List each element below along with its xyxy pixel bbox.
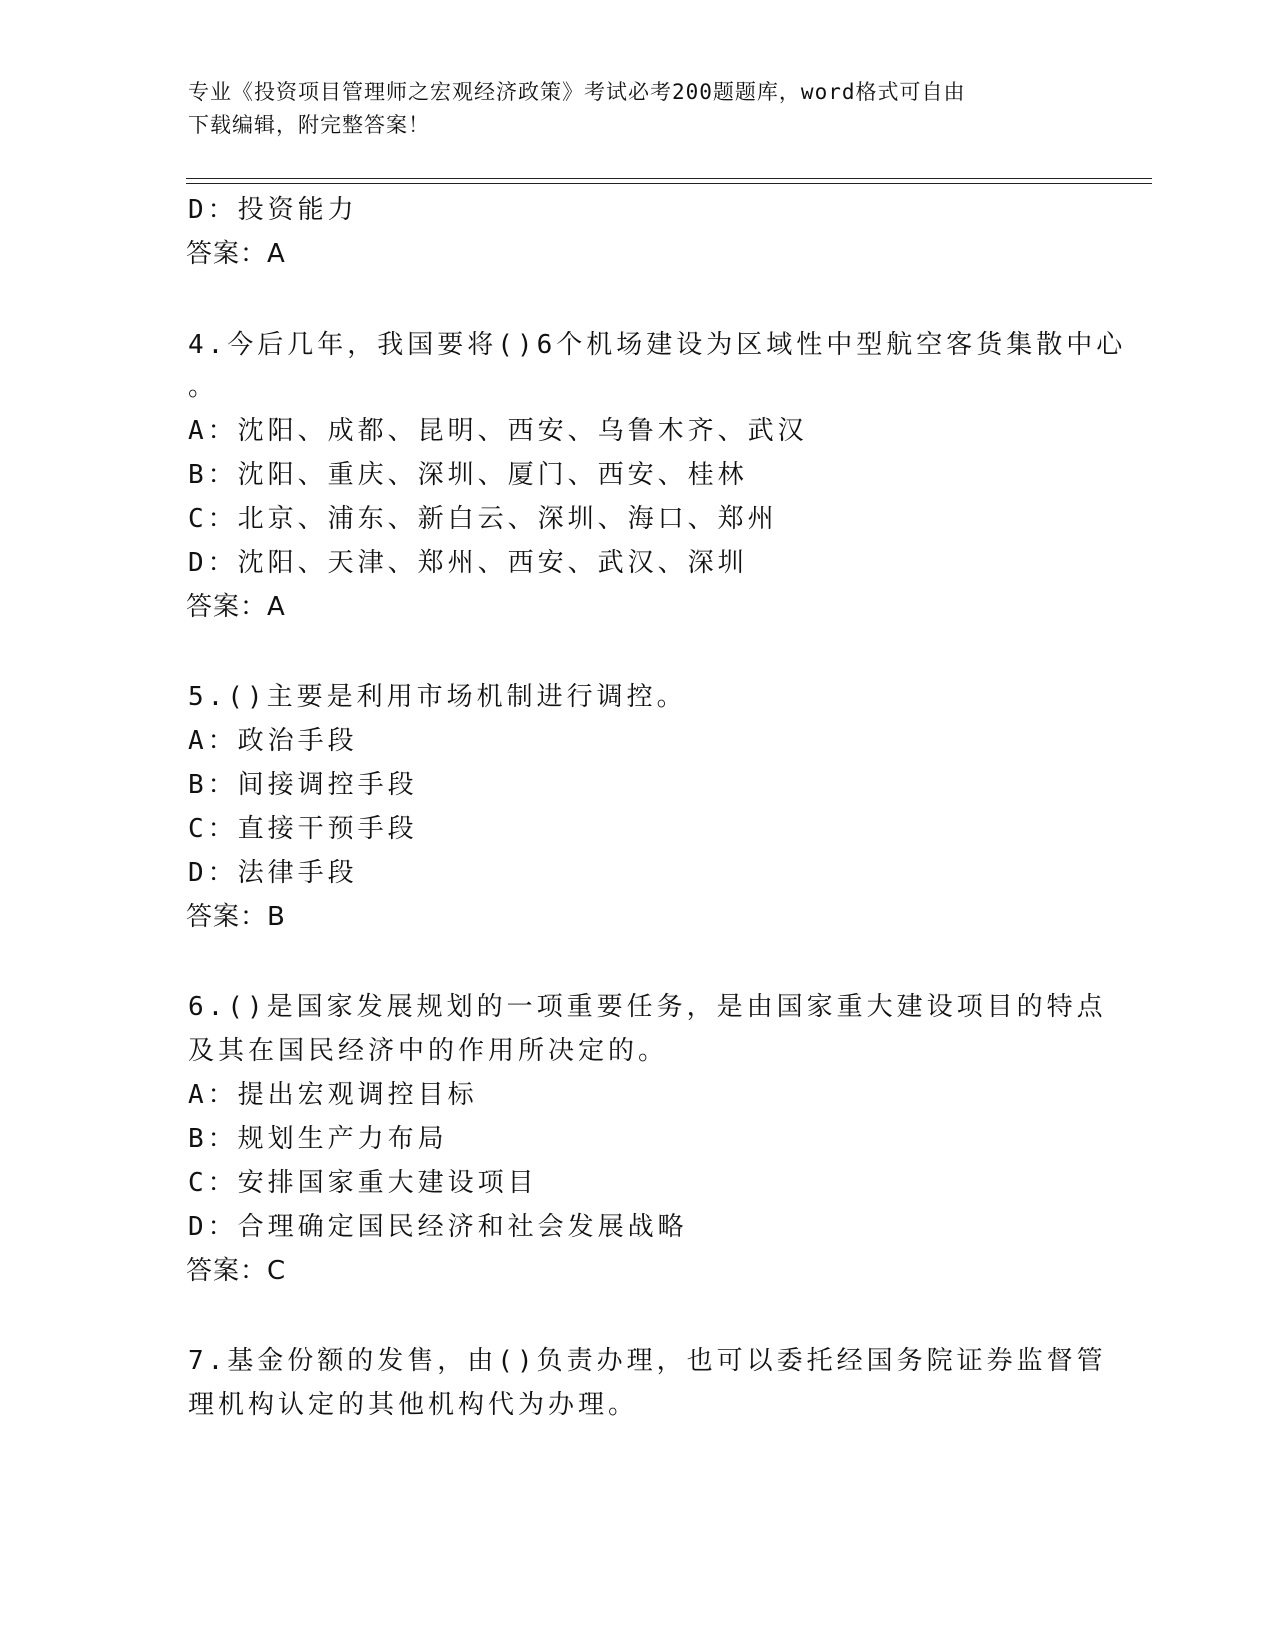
q6-option-b: B：规划生产力布局	[188, 1124, 448, 1154]
q6-option-d: D：合理确定国民经济和社会发展战略	[188, 1212, 688, 1242]
q6-stem-line-2: 及其在国民经济中的作用所决定的。	[188, 1036, 669, 1066]
q4-stem-line-1: 4.今后几年，我国要将()6个机场建设为区域性中型航空客货集散中心	[188, 330, 1127, 360]
q4-option-b: B：沈阳、重庆、深圳、厦门、西安、桂林	[188, 460, 748, 490]
q5-option-d: D：法律手段	[188, 858, 358, 888]
q4-option-d: D：沈阳、天津、郑州、西安、武汉、深圳	[188, 548, 748, 578]
q4-stem-line-2: 。	[188, 372, 219, 402]
q3-answer: 答案：A	[186, 239, 286, 269]
q4-option-c: C：北京、浦东、新白云、深圳、海口、郑州	[188, 504, 778, 534]
q5-answer: 答案：B	[186, 902, 286, 932]
header-line-1: 专业《投资项目管理师之宏观经济政策》考试必考200题题库，word格式可自由	[188, 80, 966, 104]
q4-option-a: A：沈阳、成都、昆明、西安、乌鲁木齐、武汉	[188, 416, 808, 446]
q6-option-c: C：安排国家重大建设项目	[188, 1168, 538, 1198]
q5-stem-line-1: 5.()主要是利用市场机制进行调控。	[188, 682, 687, 712]
header-divider-top	[186, 178, 1152, 179]
header-divider-bottom	[186, 183, 1152, 184]
q4-answer: 答案：A	[186, 592, 286, 622]
document-header	[188, 76, 1068, 142]
q7-stem-line-1: 7.基金份额的发售，由()负责办理，也可以委托经国务院证券监督管	[188, 1346, 1107, 1376]
q7-stem-line-2: 理机构认定的其他机构代为办理。	[188, 1390, 639, 1420]
q6-answer: 答案：C	[186, 1256, 287, 1286]
q5-option-a: A：政治手段	[188, 726, 358, 756]
q5-option-b: B：间接调控手段	[188, 770, 418, 800]
q6-stem-line-1: 6.()是国家发展规划的一项重要任务，是由国家重大建设项目的特点	[188, 992, 1107, 1022]
header-line-2: 下载编辑，附完整答案！	[188, 113, 430, 137]
q5-option-c: C：直接干预手段	[188, 814, 418, 844]
q3-option-d: D：投资能力	[188, 195, 358, 225]
q6-option-a: A：提出宏观调控目标	[188, 1080, 478, 1110]
